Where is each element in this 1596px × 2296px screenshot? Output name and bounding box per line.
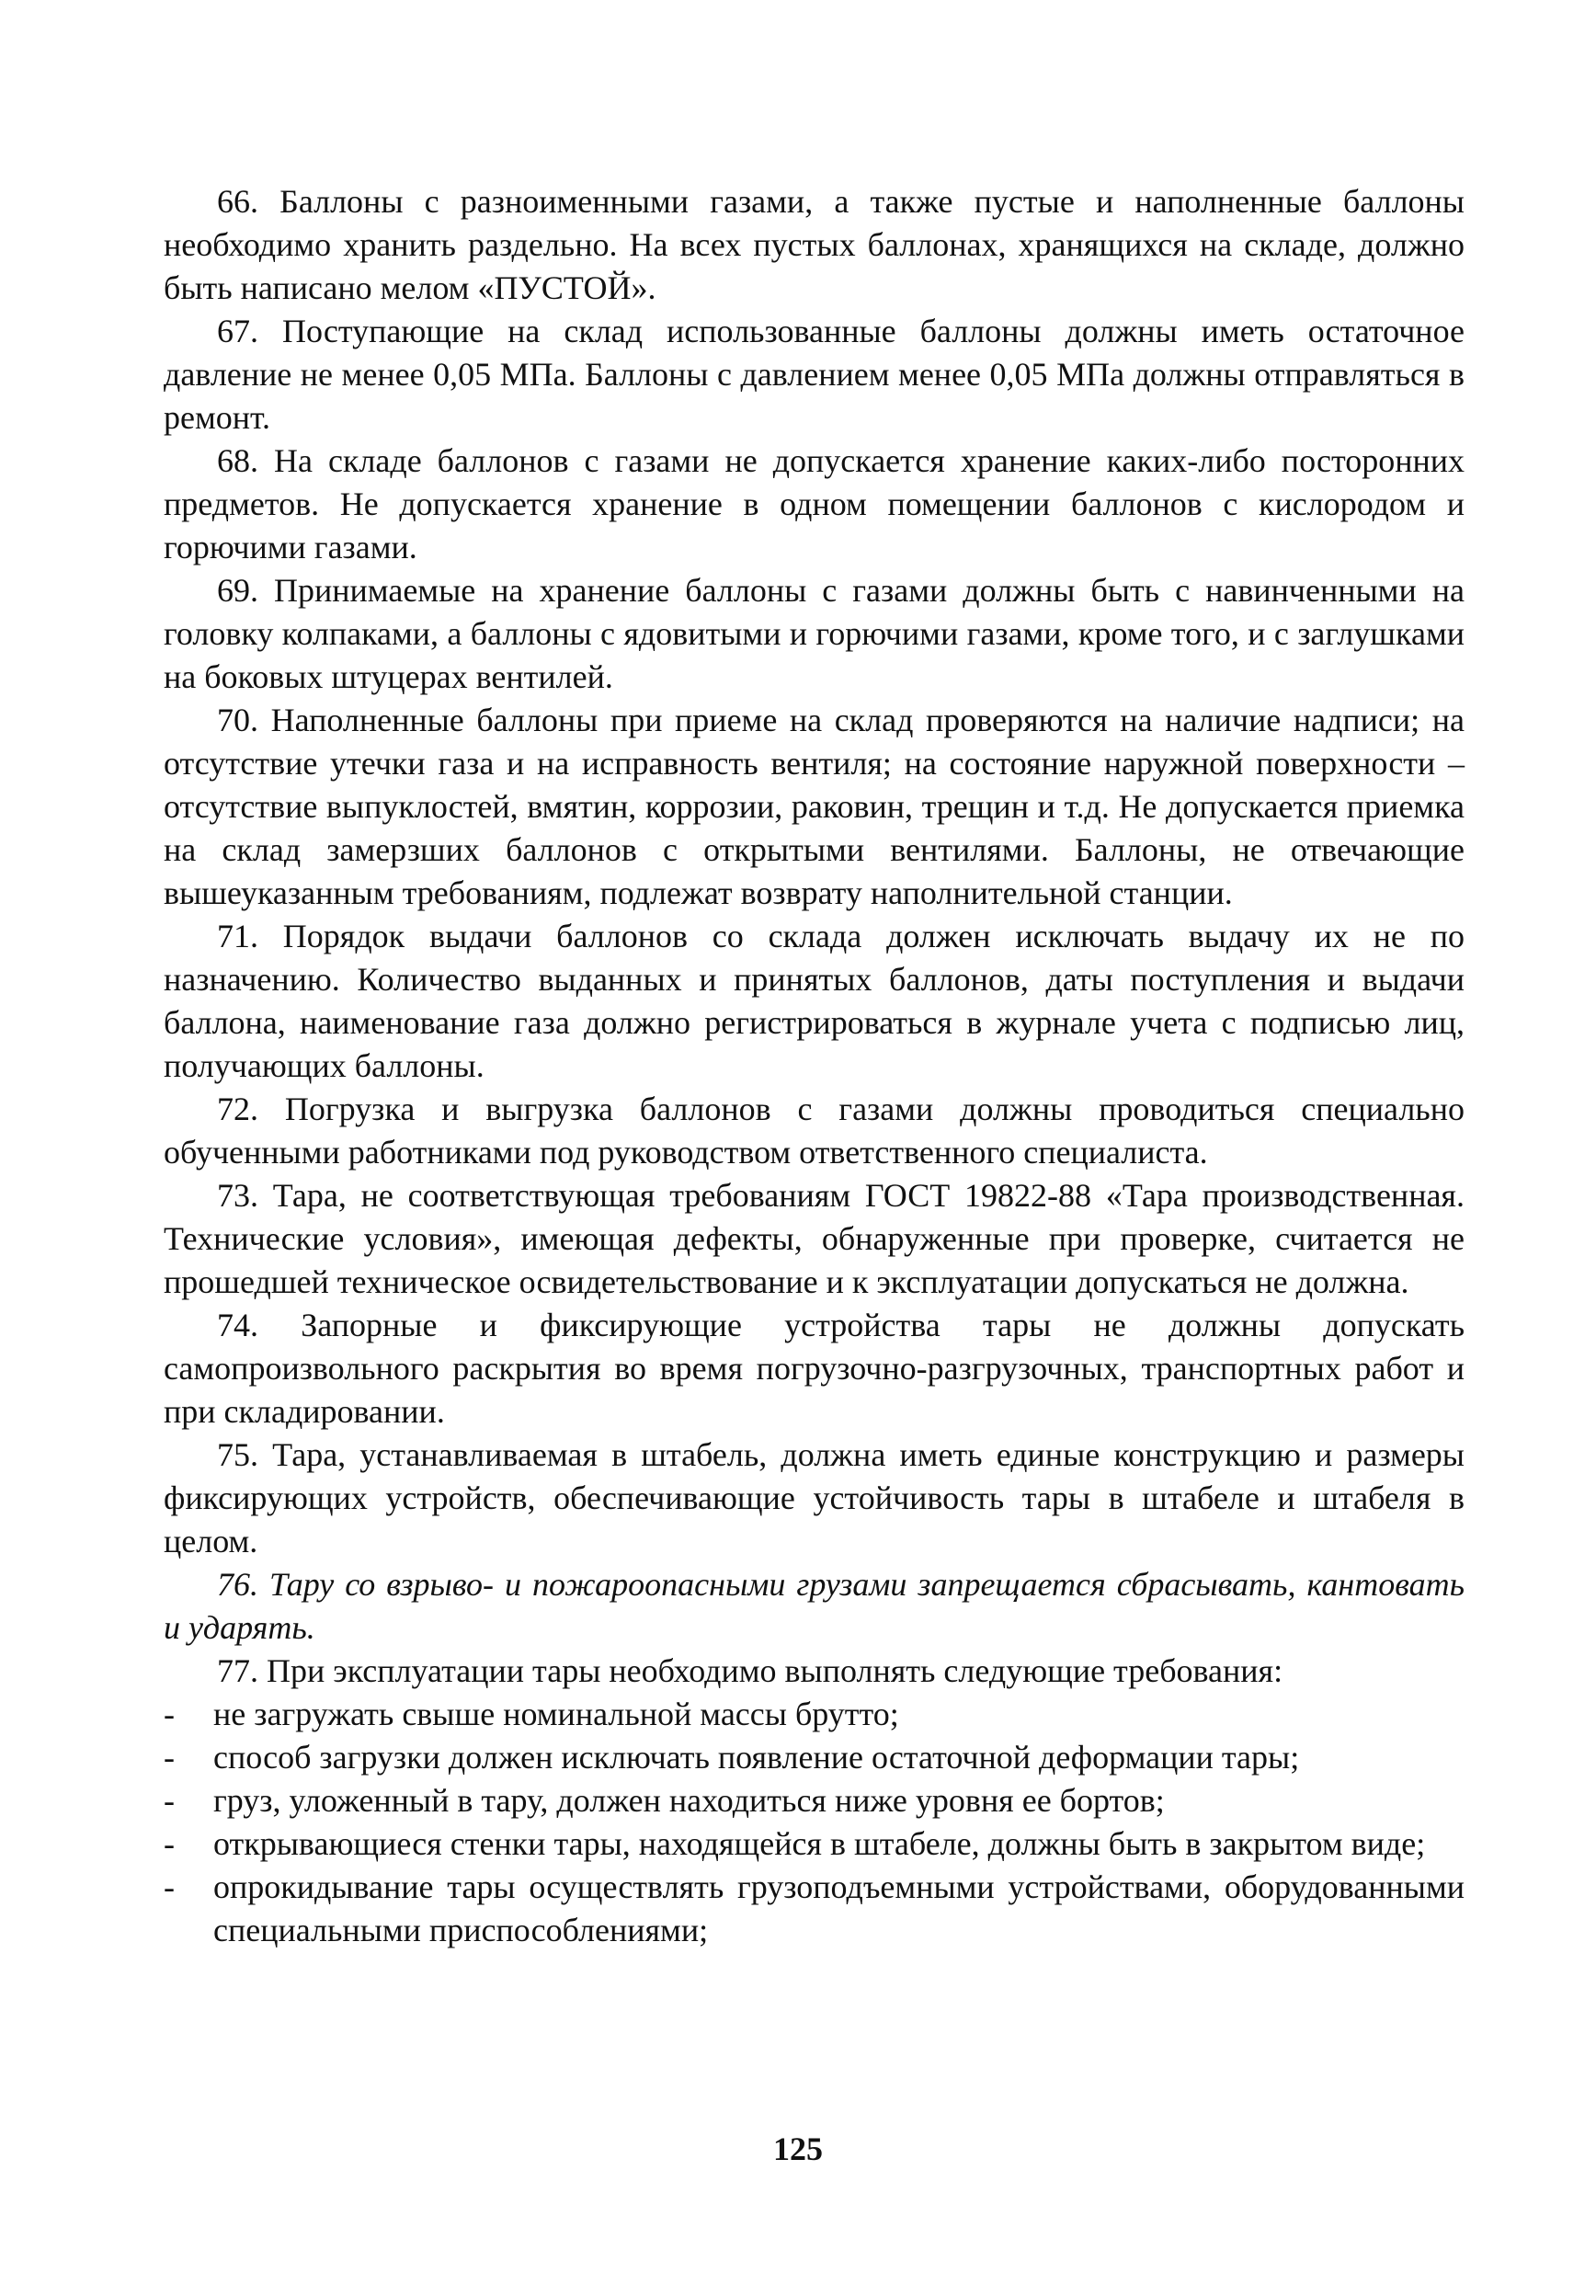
requirements-list (164, 1693, 1465, 1952)
document-page (164, 180, 1465, 1952)
paragraph-71: 71. Порядок выдачи баллонов со склада должен исключать выдачу их не по назначению. Количество выданных и принятых баллонов, даты поступления и выдачи баллона, наименование газа должно регистрироваться в журнале учета с подписью лиц, получающих баллоны. (164, 918, 1465, 1084)
list-item-text: открывающиеся стенки тары, находящейся в штабеле, должны быть в закрытом виде; (213, 1825, 1426, 1862)
list-item (164, 1693, 1465, 1736)
list-item (164, 1736, 1465, 1779)
paragraph-75: 75. Тара, устанавливаемая в штабель, должна иметь единые конструкцию и размеры фиксирующих устройств, обеспечивающие устойчивость тары в штабеле и штабеля в целом. (164, 1436, 1465, 1559)
list-item (164, 1866, 1465, 1952)
list-dash: - (164, 1696, 175, 1732)
paragraph-68: 68. На складе баллонов с газами не допускается хранение каких-либо посторонних предметов. Не допускается хранение в одном помещении баллонов с кислородом и горючими газами. (164, 442, 1465, 565)
list-dash: - (164, 1825, 175, 1862)
paragraph-74: 74. Запорные и фиксирующие устройства тары не должны допускать самопроизвольного раскрытия во время погрузочно-разгрузочных, транспортных работ и при складировании. (164, 1307, 1465, 1430)
list-item-text: опрокидывание тары осуществлять грузоподъемными устройствами, оборудованными специальными приспособлениями; (213, 1868, 1465, 1948)
paragraph-67: 67. Поступающие на склад использованные баллоны должны иметь остаточное давление не менее 0,05 МПа. Баллоны с давлением менее 0,05 МПа должны отправляться в ремонт. (164, 313, 1465, 436)
list-item-text: груз, уложенный в тару, должен находиться ниже уровня ее бортов; (213, 1782, 1165, 1819)
list-item-text: способ загрузки должен исключать появление остаточной деформации тары; (213, 1739, 1300, 1776)
list-dash: - (164, 1739, 175, 1776)
list-item (164, 1822, 1465, 1866)
paragraph-69: 69. Принимаемые на хранение баллоны с газами должны быть с навинченными на головку колпаками, а баллоны с ядовитыми и горючими газами, кроме того, и с заглушками на боковых штуцерах вентилей. (164, 572, 1465, 695)
paragraph-72: 72. Погрузка и выгрузка баллонов с газами должны проводиться специально обученными работниками под руководством ответственного специалиста. (164, 1091, 1465, 1171)
page-number: 125 (773, 2130, 823, 2167)
paragraph-70: 70. Наполненные баллоны при приеме на склад проверяются на наличие надписи; на отсутствие утечки газа и на исправность вентиля; на состояние наружной поверхности – отсутствие выпуклостей, вмятин, коррозии, раковин, трещин и т.д. Не допускается приемка на склад замерзших баллонов с открытыми вентилями. Баллоны, не отвечающие вышеуказанным требованиям, подлежат возврату наполнительной станции. (164, 702, 1465, 911)
list-dash: - (164, 1868, 175, 1905)
list-item-text: не загружать свыше номинальной массы брутто; (213, 1696, 899, 1732)
list-dash: - (164, 1782, 175, 1819)
paragraph-76: 76. Тару со взрыво- и пожароопасными грузами запрещается сбрасывать, кантовать и ударять. (164, 1566, 1465, 1646)
list-item (164, 1779, 1465, 1822)
paragraph-66: 66. Баллоны с разноименными газами, а также пустые и наполненные баллоны необходимо хранить раздельно. На всех пустых баллонах, хранящихся на складе, должно быть написано мелом «ПУСТОЙ». (164, 183, 1465, 306)
paragraph-77: 77. При эксплуатации тары необходимо выполнять следующие требования: (217, 1652, 1283, 1689)
paragraph-73: 73. Тара, не соответствующая требованиям ГОСТ 19822-88 «Тара производственная. Технические условия», имеющая дефекты, обнаруженные при проверке, считается не прошедшей техническое освидетельствование и к эксплуатации допускаться не должна. (164, 1177, 1465, 1300)
